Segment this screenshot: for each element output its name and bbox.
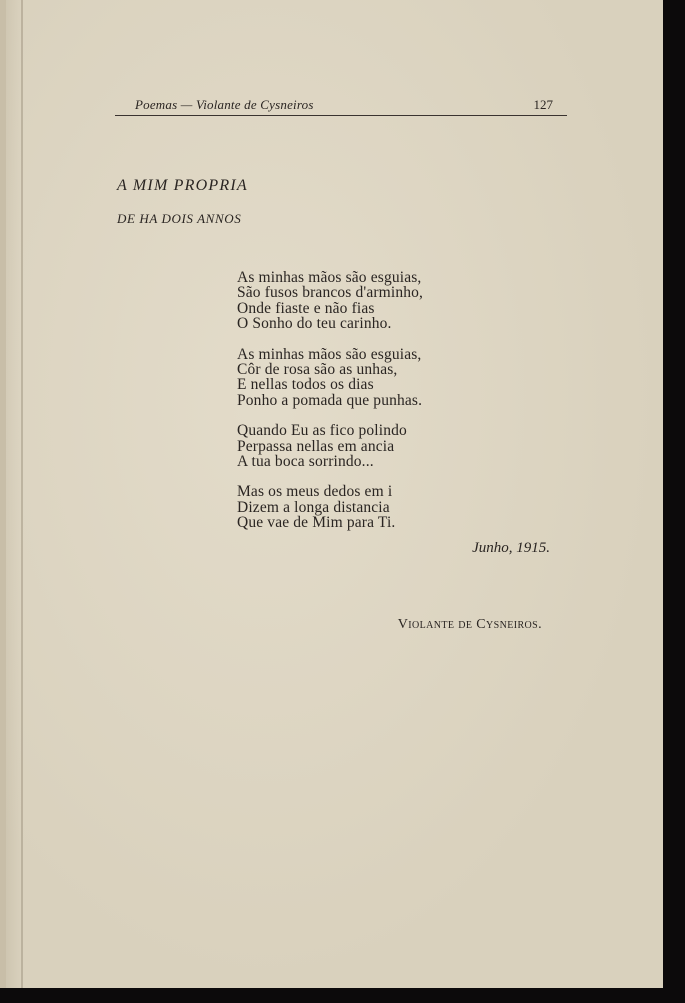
poem-subtitle: DE HA DOIS ANNOS bbox=[117, 211, 242, 226]
verse-line: As minhas mãos são esguias, bbox=[237, 269, 422, 286]
verse-line: São fusos brancos d'arminho, bbox=[237, 284, 424, 302]
verse-line: Côr de rosa são as unhas, bbox=[237, 361, 398, 379]
stanza-2 bbox=[237, 347, 497, 409]
verse-line: A tua boca sorrindo... bbox=[237, 453, 374, 471]
verse-line: Mas os meus dedos em i bbox=[237, 483, 393, 501]
author-signature: Violante de Cysneiros. bbox=[397, 617, 542, 632]
stanza-4 bbox=[237, 484, 497, 530]
gutter-fold bbox=[21, 0, 23, 988]
verse-line: E nellas todos os dias bbox=[237, 376, 374, 394]
stanza-3 bbox=[237, 423, 497, 469]
verse-line: Ponho a pomada que punhas. bbox=[237, 391, 423, 409]
poem-body bbox=[237, 270, 497, 546]
verse-line: As minhas mãos são esguias, bbox=[237, 345, 422, 363]
verse-line: Quando Eu as fico polindo bbox=[237, 422, 407, 440]
poem-title: A MIM PROPRIA bbox=[117, 177, 248, 194]
page-number: 127 bbox=[533, 97, 553, 112]
verse-line: Perpassa nellas em ancia bbox=[237, 437, 395, 455]
page-header bbox=[115, 95, 567, 117]
verse-line: Dizem a longa distancia bbox=[237, 498, 390, 516]
stanza-1 bbox=[237, 270, 497, 332]
verse-line: Onde fiaste e não fias bbox=[237, 299, 375, 317]
verse-line: Que vae de Mim para Ti. bbox=[237, 514, 396, 532]
verse-line: O Sonho do teu carinho. bbox=[237, 315, 392, 333]
page-edge bbox=[0, 0, 6, 988]
running-head: Poemas — Violante de Cysneiros bbox=[135, 97, 314, 112]
poem-date: Junho, 1915. bbox=[472, 540, 550, 556]
header-rule bbox=[115, 115, 567, 116]
